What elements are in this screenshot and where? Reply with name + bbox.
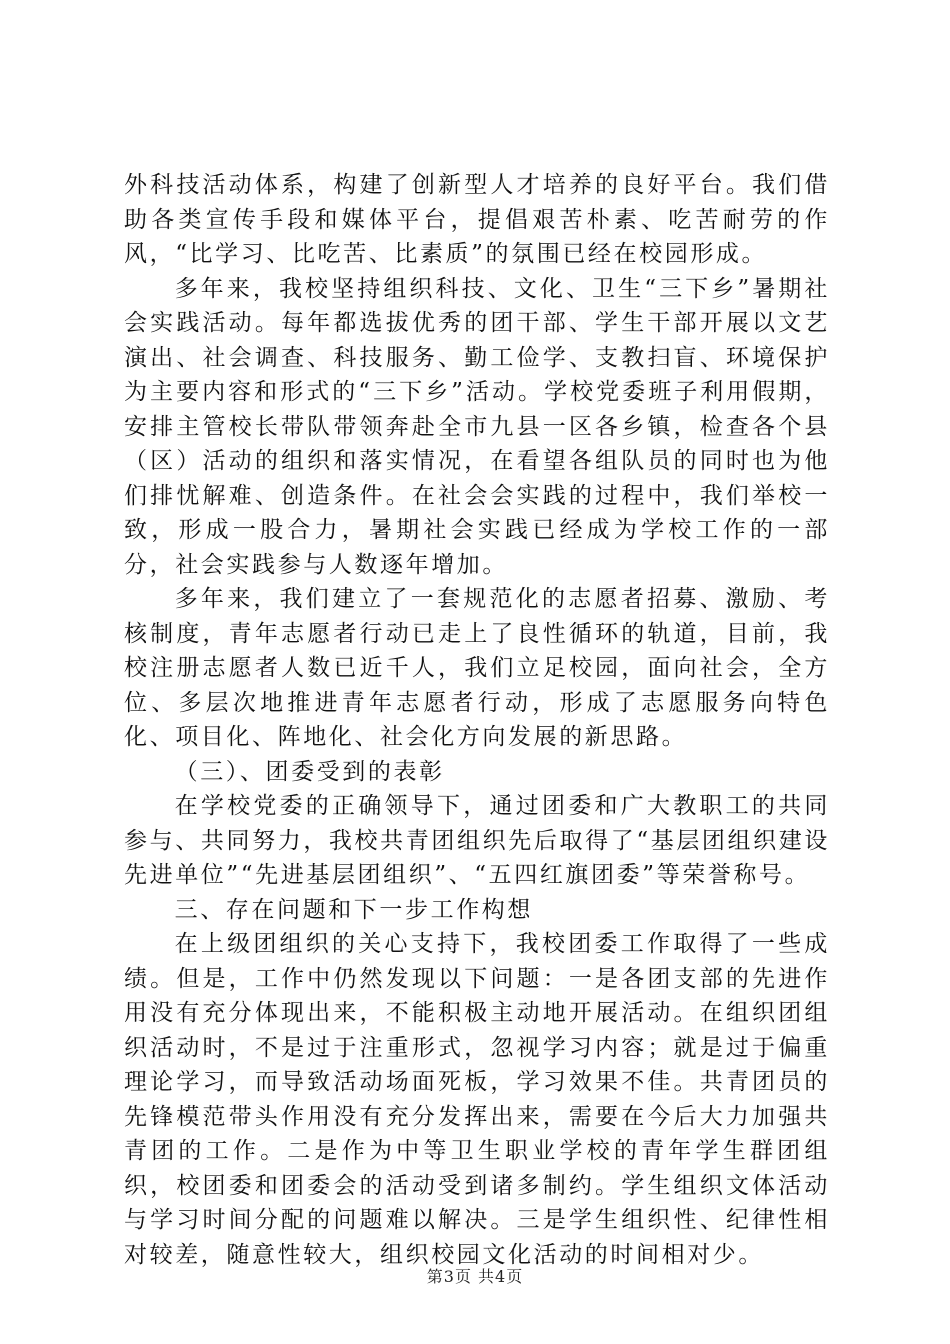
page-number-footer: 第3页 共4页 xyxy=(426,1267,524,1286)
paragraph-volunteers: 多年来，我们建立了一套规范化的志愿者招募、激励、考核制度，青年志愿者行动已走上了良性循环的轨道，目前，我校注册志愿者人数已近千人，我们立足校园，面向社会，全方位、多层次地推进青年志愿者行动，形成了志愿服务向特色化、项目化、阵地化、社会化方向发展的新思路。 xyxy=(124,586,830,750)
document-body xyxy=(124,168,830,1272)
paragraph-summer-practice: 多年来，我校坚持组织科技、文化、卫生“三下乡”暑期社会实践活动。每年都选拔优秀的团干部、学生干部开展以文艺演出、社会调查、科技服务、勤工俭学、支教扫盲、环境保护为主要内容和形式的“三下乡”活动。学校党委班子利用假期，安排主管校长带队带领奔赴全市九县一区各乡镇，检查各个县（区）活动的组织和落实情况，在看望各组队员的同时也为他们排忧解难、创造条件。在社会会实践的过程中，我们举校一致，形成一股合力，暑期社会实践已经成为学校工作的一部分，社会实践参与人数逐年增加。 xyxy=(124,275,830,578)
paragraph-honors: 在学校党委的正确领导下，通过团委和广大教职工的共同参与、共同努力，我校共青团组织先后取得了“基层团组织建设先进单位”“先进基层团组织”、“五四红旗团委”等荣誉称号。 xyxy=(124,793,830,888)
paragraph-problems: 在上级团组织的关心支持下，我校团委工作取得了一些成绩。但是，工作中仍然发现以下问题：一是各团支部的先进作用没有充分体现出来，不能积极主动地开展活动。在组织团组织活动时，不是过于注重形式，忽视学习内容；就是过于偏重理论学习，而导致活动场面死板，学习效果不佳。共青团员的先锋模范带头作用没有充分发挥出来，需要在今后大力加强共青团的工作。二是作为中等卫生职业学校的青年学生群团组织，校团委和团委会的活动受到诸多制约。学生组织文体活动与学习时间分配的问题难以解决。三是学生组织性、纪律性相对较差，随意性较大，组织校园文化活动的时间相对少。 xyxy=(124,931,830,1268)
section-heading-problems: 三、存在问题和下一步工作构想 xyxy=(174,896,533,923)
paragraph-continued: 外科技活动体系，构建了创新型人才培养的良好平台。我们借助各类宣传手段和媒体平台，提倡艰苦朴素、吃苦耐劳的作风，“比学习、比吃苦、比素质”的氛围已经在校园形成。 xyxy=(124,172,830,267)
section-heading-honors: （三）、团委受到的表彰 xyxy=(174,758,445,785)
